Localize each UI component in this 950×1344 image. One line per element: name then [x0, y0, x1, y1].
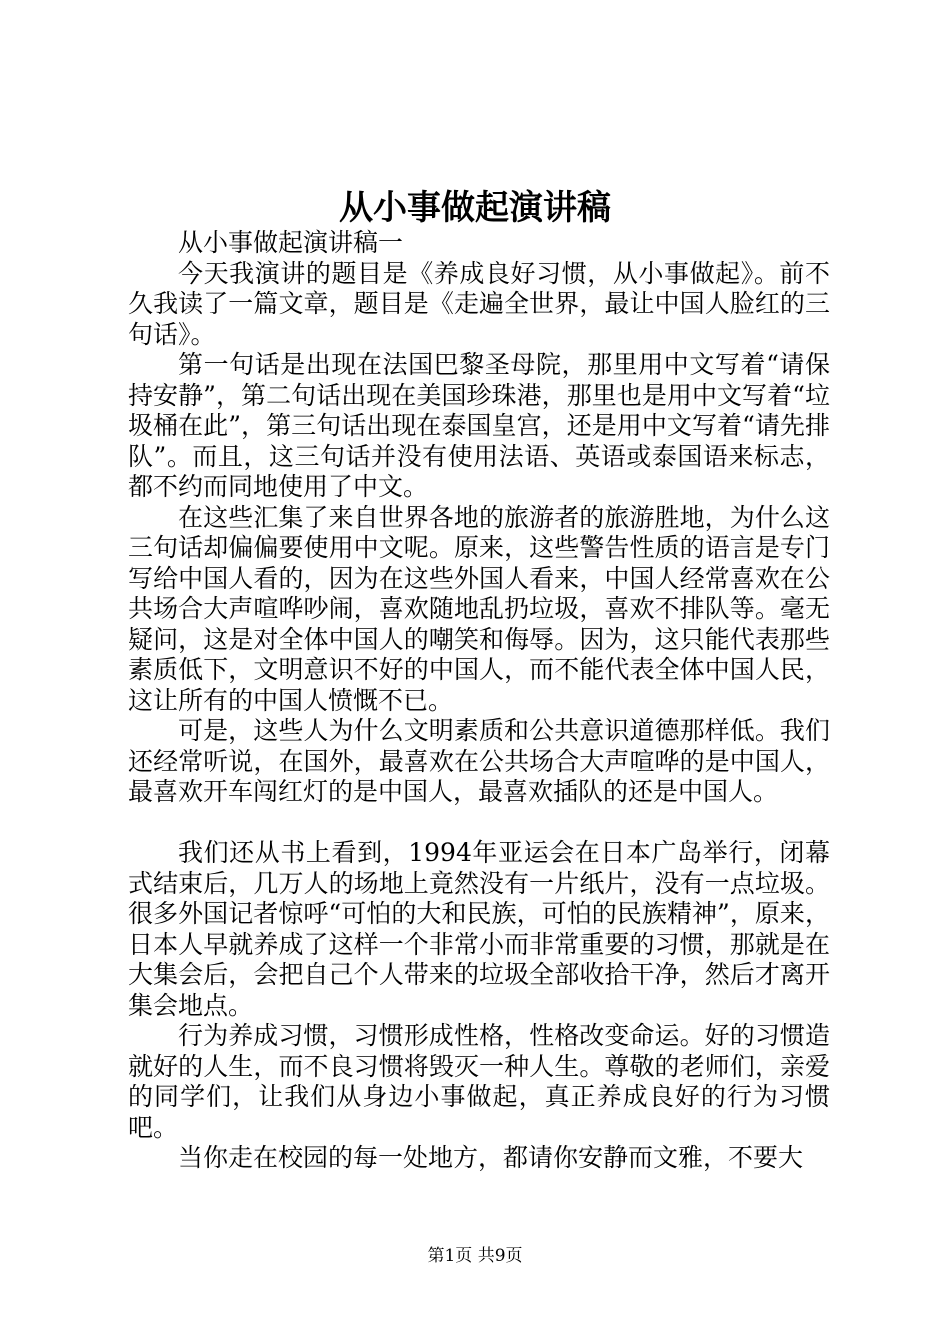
paragraph: 可是，这些人为什么文明素质和公共意识道德那样低。我们还经常听说，在国外，最喜欢在公共场合大声喧哗的是中国人，最喜欢开车闯红灯的是中国人，最喜欢插队的还是中国人。 — [128, 716, 830, 806]
document-title: 从小事做起演讲稿 — [339, 188, 611, 228]
paragraph: 第一句话是出现在法国巴黎圣母院，那里用中文写着“请保持安静”，第二句话出现在美国珍珠港，那里也是用中文写着“垃圾桶在此”，第三句话出现在泰国皇宫，还是用中文写着“请先排队”。而且，这三句话并没有使用法语、英语或泰国语来标志，都不约而同地使用了中文。 — [128, 350, 830, 501]
paragraph: 行为养成习惯，习惯形成性格，性格改变命运。好的习惯造就好的人生，而不良习惯将毁灭一种人生。尊敬的老师们，亲爱的同学们，让我们从身边小事做起，真正养成良好的行为习惯吧。 — [128, 1021, 830, 1142]
paragraph: 今天我演讲的题目是《养成良好习惯，从小事做起》。前不久我读了一篇文章，题目是《走遍全世界，最让中国人脸红的三句话》。 — [128, 258, 830, 349]
paragraph: 在这些汇集了来自世界各地的旅游者的旅游胜地，为什么这三句话却偏偏要使用中文呢。原来，这些警告性质的语言是专门写给中国人看的，因为在这些外国人看来，中国人经常喜欢在公共场合大声喧哗吵闹，喜欢随地乱扔垃圾，喜欢不排队等。毫无疑问，这是对全体中国人的嘲笑和侮辱。因为，这只能代表那些素质低下，文明意识不好的中国人，而不能代表全体中国人民，这让所有的中国人愤慨不已。 — [128, 502, 830, 715]
document-body — [128, 228, 830, 1174]
paragraph: 当你走在校园的每一处地方，都请你安静而文雅，不要大 — [178, 1143, 804, 1172]
page-number-footer: 第1页 共9页 — [427, 1246, 523, 1266]
paragraph-heading: 从小事做起演讲稿一 — [178, 228, 404, 257]
paragraph: 我们还从书上看到，1994年亚运会在日本广岛举行，闭幕式结束后，几万人的场地上竟然没有一片纸片，没有一点垃圾。很多外国记者惊呼“可怕的大和民族，可怕的民族精神”，原来，日本人早就养成了这样一个非常小而非常重要的习惯，那就是在大集会后，会把自己个人带来的垃圾全部收拾干净，然后才离开集会地点。 — [128, 838, 830, 1020]
blank-line — [128, 808, 830, 839]
